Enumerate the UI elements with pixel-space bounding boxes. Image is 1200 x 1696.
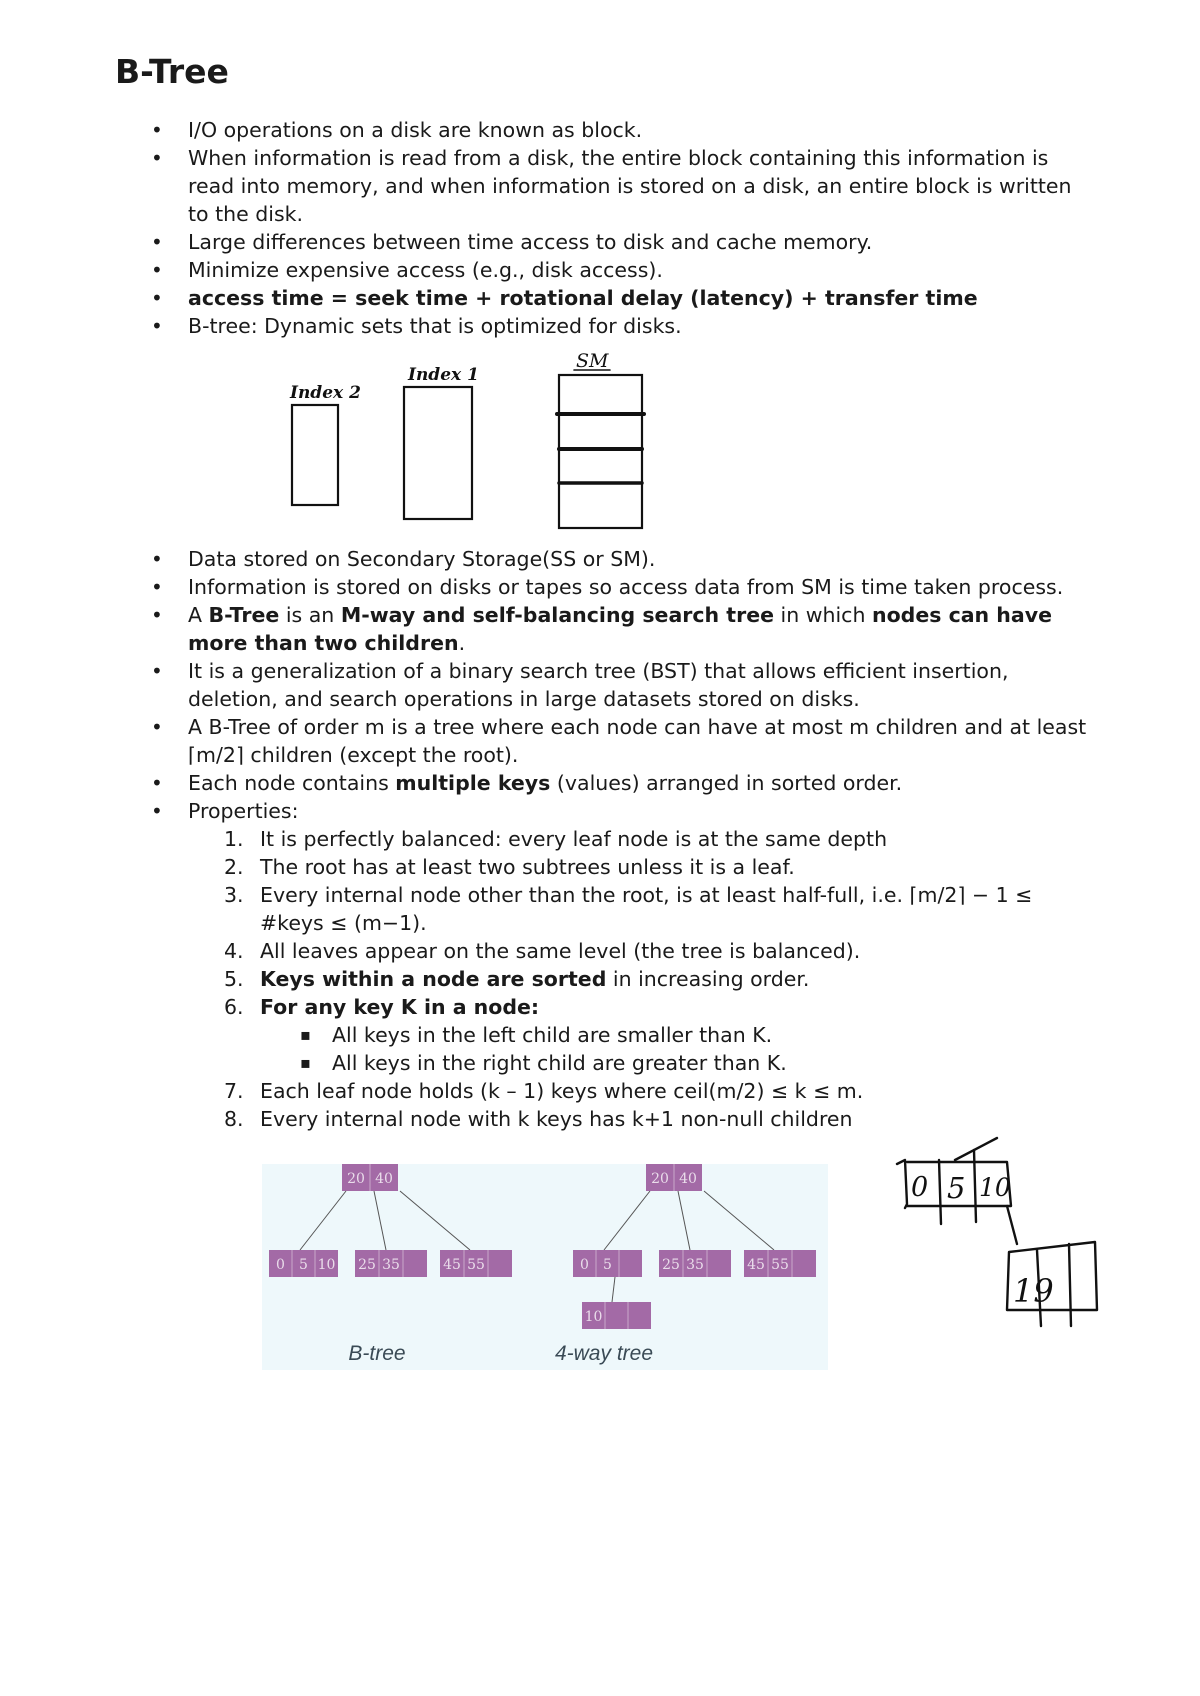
list-item: • Data stored on Secondary Storage(SS or SM). <box>0 545 1200 573</box>
ink-stroke <box>897 1160 907 1208</box>
item-number: 5. <box>224 967 244 991</box>
node-key: 0 <box>276 1257 285 1273</box>
property-item <box>188 1105 1090 1133</box>
node-key: 10 <box>584 1309 603 1325</box>
property-item <box>188 937 1090 965</box>
list-item: • A B-Tree of order m is a tree where each node can have at most m children and at least ⌈m/2⌉ children (except the root). <box>0 713 1200 769</box>
label-index-1: Index 1 <box>408 365 479 385</box>
text-run-bold: nodes can have more than two children <box>188 603 1052 655</box>
property-text: Every internal node other than the root, is at least half-full, i.e. ⌈m/2⌉ − 1 ≤ #keys ≤ (m−1). <box>260 883 1033 935</box>
property-item <box>188 1077 1090 1105</box>
list-item: • Information is stored on disks or tapes so access data from SM is time taken process. <box>0 573 1200 601</box>
node-key: 5 <box>299 1257 308 1273</box>
text-run: (values) arranged in sorted order. <box>550 771 903 795</box>
text-run: is an <box>279 603 341 627</box>
node-key: 55 <box>771 1257 789 1273</box>
node-key: 10 <box>317 1257 336 1273</box>
node-key: 25 <box>358 1257 376 1273</box>
page-title: B-Tree <box>115 52 229 91</box>
list-item <box>0 601 1200 657</box>
root-node <box>646 1164 702 1191</box>
leaf-node <box>440 1250 512 1277</box>
text-run: Each node contains <box>188 771 396 795</box>
leaf-node <box>744 1250 816 1277</box>
caption-4way-tree: 4-way tree <box>554 1342 654 1365</box>
node-key: 40 <box>375 1171 393 1187</box>
list-item: • I/O operations on a disk are known as block. <box>0 116 1200 144</box>
figure-background <box>262 1164 828 1370</box>
node-key: 0 <box>580 1257 589 1273</box>
text-run-bold: multiple keys <box>395 771 551 795</box>
node-key: 45 <box>747 1257 765 1273</box>
sub-bullet-list <box>260 1021 1090 1077</box>
node-key: 40 <box>679 1171 697 1187</box>
node-key: 35 <box>686 1257 704 1273</box>
node-key: 25 <box>662 1257 680 1273</box>
text-run-bold: M-way and self-balancing search tree <box>340 603 774 627</box>
list-item <box>0 769 1200 797</box>
node-key: 55 <box>467 1257 485 1273</box>
link-stroke <box>1007 1206 1017 1244</box>
btree-figure <box>262 1164 828 1370</box>
node-key: 20 <box>651 1171 669 1187</box>
sketch-key: 0 <box>911 1172 929 1203</box>
node-key: 45 <box>443 1257 461 1273</box>
leaf-node <box>355 1250 427 1277</box>
property-item <box>188 881 1090 937</box>
intro-bullet-list <box>0 116 1200 340</box>
index2-block <box>292 405 338 505</box>
item-number: 1. <box>224 827 244 851</box>
list-item: • Minimize expensive access (e.g., disk access). <box>0 256 1200 284</box>
node-key: 35 <box>382 1257 400 1273</box>
item-number: 8. <box>224 1107 244 1131</box>
node-divider <box>939 1160 941 1224</box>
leaf-node <box>659 1250 731 1277</box>
node-key: 20 <box>347 1171 365 1187</box>
child-node <box>582 1302 651 1329</box>
text-run: A <box>188 603 209 627</box>
item-number: 7. <box>224 1079 244 1103</box>
property-item <box>188 853 1090 881</box>
property-text: Every internal node with k keys has k+1 non-null children <box>260 1107 853 1131</box>
list-item: • Large differences between time access to disk and cache memory. <box>0 228 1200 256</box>
sketch-key: 5 <box>947 1171 966 1205</box>
handwritten-node-sketch <box>895 1130 1115 1340</box>
leaf-node <box>573 1250 642 1277</box>
index1-block <box>404 387 472 519</box>
properties-list <box>0 825 1090 1133</box>
root-node <box>342 1164 398 1191</box>
property-text-bold: Keys within a node are sorted <box>260 967 607 991</box>
list-item: • B-tree: Dynamic sets that is optimized for disks. <box>0 312 1200 340</box>
property-text: It is perfectly balanced: every leaf node is at the same depth <box>260 827 888 851</box>
details-bullet-list <box>0 545 1200 1133</box>
list-item <box>0 284 1200 312</box>
property-text-bold: For any key K in a node: <box>260 995 540 1019</box>
property-text: The root has at least two subtrees unless it is a leaf. <box>260 855 795 879</box>
caption-btree: B-tree <box>348 1342 406 1365</box>
item-number: 6. <box>224 995 244 1019</box>
ink-stroke <box>955 1138 997 1160</box>
label-sm: SM <box>576 350 609 372</box>
property-item <box>188 993 1090 1077</box>
list-item <box>0 797 1200 1133</box>
sketch-key: 10 <box>979 1173 1011 1202</box>
property-item <box>188 825 1090 853</box>
text-run: . <box>458 631 466 655</box>
property-text: in increasing order. <box>606 967 810 991</box>
text-run-bold: B-Tree <box>208 603 280 627</box>
access-time-formula: access time = seek time + rotational delay (latency) + transfer time <box>188 286 978 310</box>
sm-block <box>559 375 642 528</box>
sub-list-item: ▪ All keys in the left child are smaller than K. <box>260 1021 1090 1049</box>
text-run: in which <box>774 603 872 627</box>
property-text: All leaves appear on the same level (the tree is balanced). <box>260 939 861 963</box>
item-number: 2. <box>224 855 244 879</box>
list-item: • It is a generalization of a binary search tree (BST) that allows efficient insertion, deletion, and search operations in large datasets stored on disks. <box>0 657 1200 713</box>
item-number: 3. <box>224 883 244 907</box>
node-key: 5 <box>603 1257 612 1273</box>
label-index-2: Index 2 <box>290 383 361 403</box>
properties-heading: Properties: <box>188 799 299 823</box>
storage-sketch <box>280 350 680 535</box>
node-divider <box>1069 1244 1071 1326</box>
item-number: 4. <box>224 939 244 963</box>
property-item <box>188 965 1090 993</box>
sub-list-item: ▪ All keys in the right child are greater than K. <box>260 1049 1090 1077</box>
property-text: Each leaf node holds (k – 1) keys where ceil(m/2) ≤ k ≤ m. <box>260 1079 864 1103</box>
sketch-key: 19 <box>1013 1272 1054 1310</box>
leaf-node <box>269 1250 338 1277</box>
list-item: • When information is read from a disk, the entire block containing this information is read into memory, and when information is stored on a disk, an entire block is written to the disk. <box>0 144 1200 228</box>
